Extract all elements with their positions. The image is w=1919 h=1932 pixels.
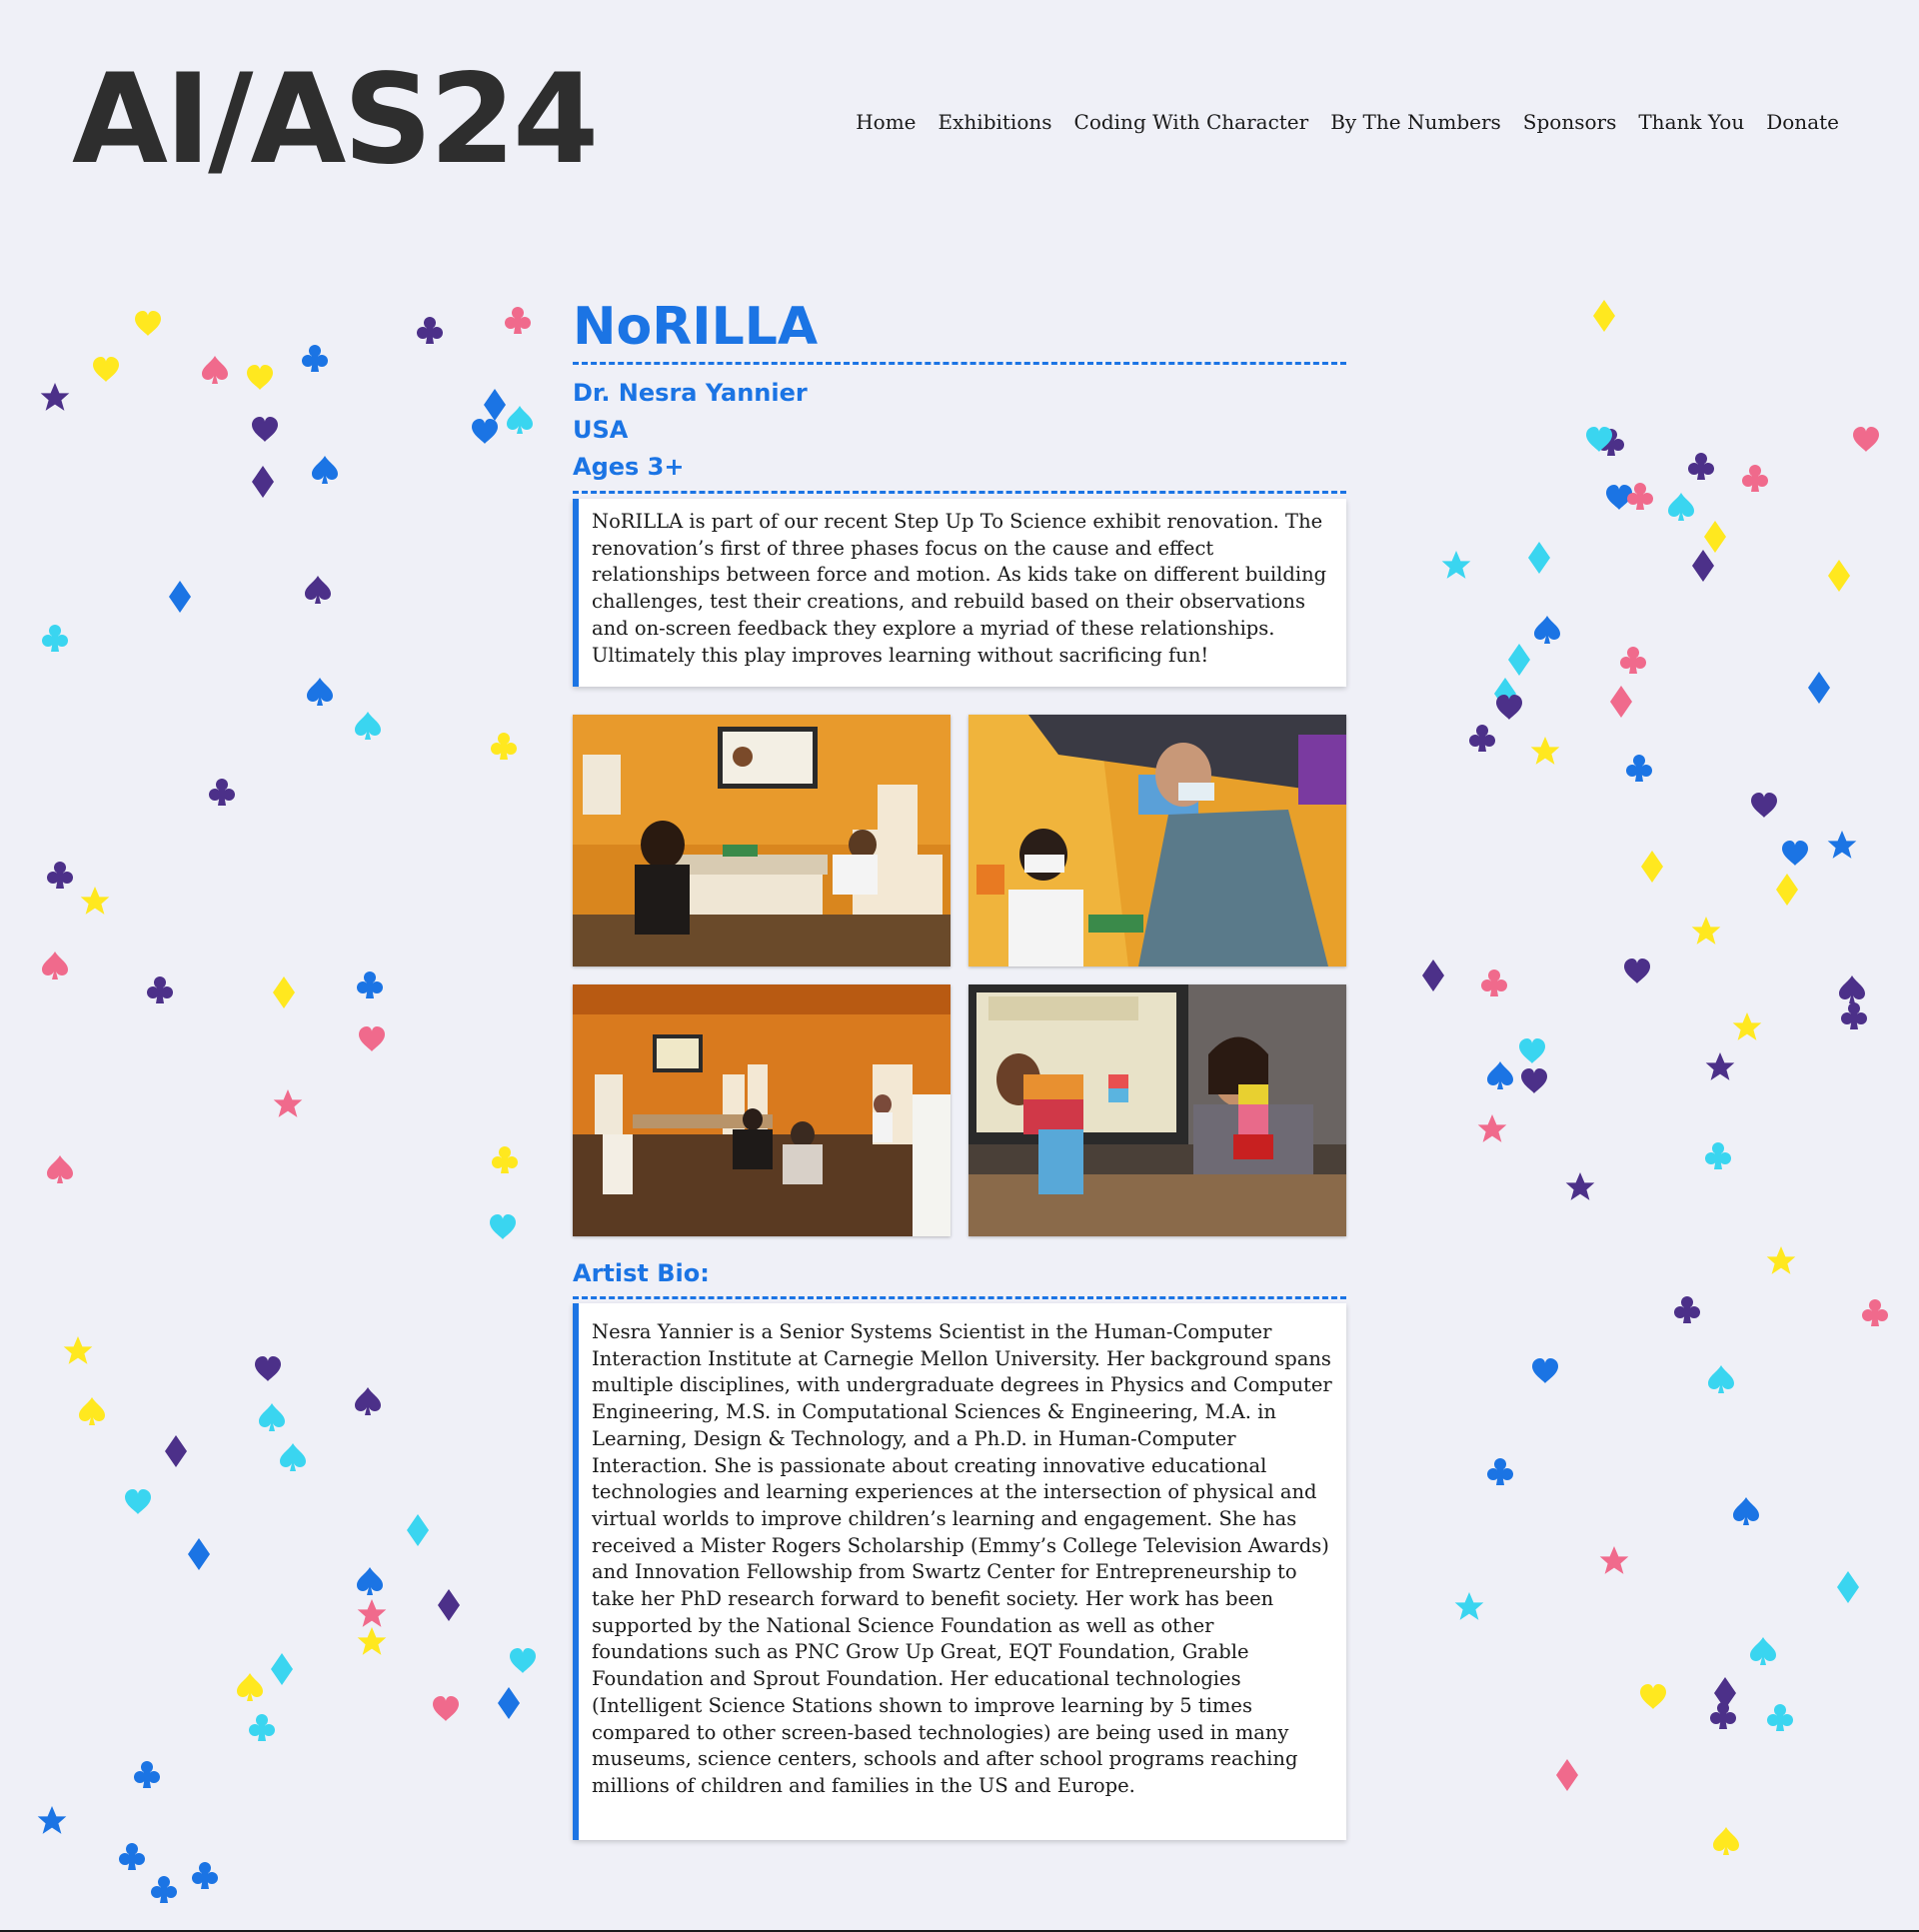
exhibit-description: NoRILLA is part of our recent Step Up To Science exhibit renovation. The renovation’s first of three phases focus on the cause and effect relationships between force and motion. As kids take on different building challenges, test their creations, and rebuild based on their observations and on-screen feedback they explore a myriad of these relationships. Ultimately this play improves learning without sacrificing fun! xyxy=(573,499,1346,687)
artist-bio-heading: Artist Bio: xyxy=(573,1259,710,1287)
photo-boy-and-man-playing[interactable] xyxy=(968,715,1346,966)
nav-home[interactable]: Home xyxy=(856,110,917,134)
nav-sponsors[interactable]: Sponsors xyxy=(1522,110,1617,134)
exhibit-content xyxy=(573,292,1346,1840)
divider xyxy=(573,1296,1346,1299)
artist-country: USA xyxy=(573,416,629,444)
exhibit-meta xyxy=(573,365,1346,491)
nav-thank-you[interactable]: Thank You xyxy=(1638,110,1745,134)
photo-woman-with-blocks[interactable] xyxy=(968,984,1346,1236)
divider xyxy=(573,491,1346,494)
artist-bio: Nesra Yannier is a Senior Systems Scientist in the Human-Computer Interaction Institute at Carnegie Mellon University. Her background spans multiple disciplines, with undergraduate degrees in Physics and Computer Engineering, M.S. in Computational Sciences & Engineering, M.A. in Learning, Design & Technology, and a Ph.D. in Human-Computer Interaction. She is passionate about creating innovative educational technologies and learning experiences at the intersection of physical and virtual worlds to improve children’s learning and engagement. She has received a Mister Rogers Scholarship (Emmy’s College Television Awards) and Innovation Fellowship from Swartz Center for Entrepreneurship to take her PhD research forward to benefit society. Her work has been supported by the National Science Foundation as well as other foundations such as PNC Grow Up Great, EQT Foundation, Grable Foundation and Sprout Foundation. Her educational technologies (Intelligent Science Stations shown to improve learning by 5 times compared to other screen-based technologies) are being used in many museums, science centers, schools and after school programs reaching millions of children and families in the US and Europe. xyxy=(573,1303,1346,1840)
nav-coding-with-character[interactable]: Coding With Character xyxy=(1073,110,1309,134)
nav-exhibitions[interactable]: Exhibitions xyxy=(938,110,1052,134)
exhibit-title: NoRILLA xyxy=(573,297,819,357)
photo-exhibit-room-wide[interactable] xyxy=(573,984,951,1236)
photo-exhibit-building-table[interactable] xyxy=(573,715,951,966)
age-range: Ages 3+ xyxy=(573,453,685,481)
photo-gallery xyxy=(573,715,1346,1236)
nav-by-the-numbers[interactable]: By The Numbers xyxy=(1330,110,1501,134)
site-logo[interactable]: AI/AS24 xyxy=(72,48,597,192)
main-nav xyxy=(856,110,1839,134)
artist-name: Dr. Nesra Yannier xyxy=(573,379,808,407)
nav-donate[interactable]: Donate xyxy=(1766,110,1839,134)
